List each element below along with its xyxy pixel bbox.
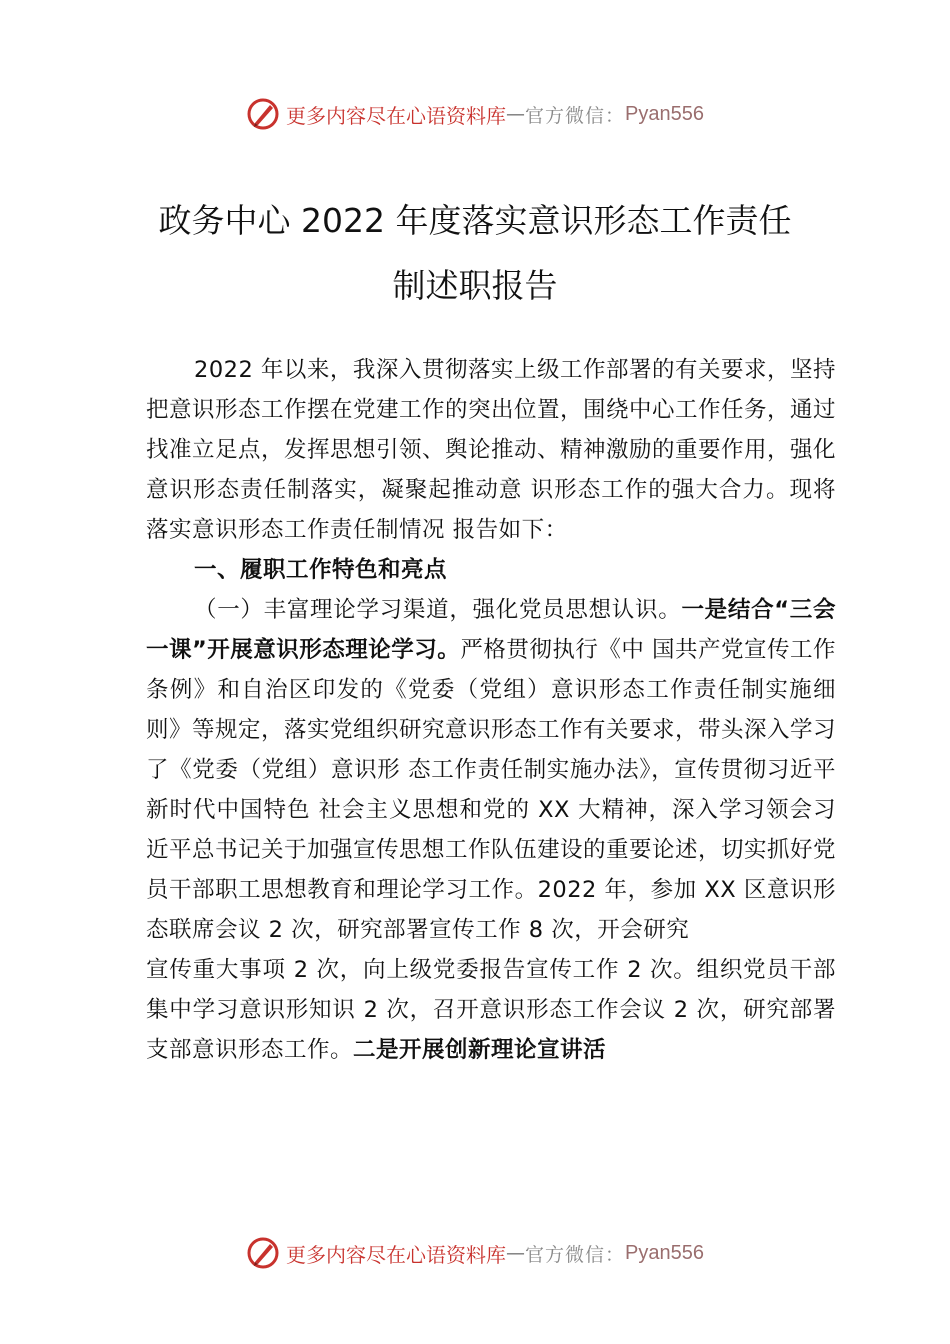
wechat-id: Pyan556 bbox=[625, 1241, 704, 1264]
wechat-label: 官方微信： bbox=[525, 1243, 626, 1266]
brand-text: 更多内容尽在心语资料库 bbox=[286, 103, 506, 128]
paragraph-text-2: 宣传重大事项 2 次，向上级党委报告宣传工作 2 次。组织党员干部集中学习意识形知识 2 次，召开意识形态工作会议 2 次，研究部署支部意识形态工作。 bbox=[146, 957, 836, 1063]
intro-paragraph: 2022 年以来，我深入贯彻落实上级工作部署的有关要求，坚持把意识形态工作摆在党建工作的突出位置，围绕中心工作任务，通过找准立足点，发挥思想引领、舆论推动、精神激励的重要作用，强化意识形态责任制落实，凝聚起推动意 识形态工作的强大合力。现将落实意识形态工作责任制情况 报告如下： bbox=[146, 357, 837, 543]
pen-logo-icon bbox=[246, 1236, 280, 1270]
bold-point-2: 二是开展创新理论宣讲活 bbox=[353, 1037, 607, 1063]
wechat-id: Pyan556 bbox=[625, 102, 704, 125]
document-title-line1: 政务中心 2022 年度落实意识形态工作责任 bbox=[158, 201, 792, 240]
continuation-paragraph bbox=[146, 950, 836, 1070]
bold-point-1: 一是结合“三会一课”开展意识形态理论学习。 bbox=[146, 597, 836, 663]
section-heading: 一、履职工作特色和亮点 bbox=[194, 557, 448, 583]
footer-banner bbox=[0, 1233, 950, 1273]
brand-text: 更多内容尽在心语资料库 bbox=[286, 1242, 506, 1267]
paragraph-text-1: 严格贯彻执行《中 国共产党宣传工作条例》和自治区印发的《党委（党组）意识形态工作责任制实施细则》等规定，落实党组织研究意识形态工作有关要求，带头深入学习了《党委（党组）意识形 态工作责任制实施办法》，宣传贯彻习近平新时代中国特色 社会主义思想和党的 XX 大精神，深入学习领会习近平总书记关于加强宣传思想工作队伍建设的重要论述，切实抓好党员干部职工思想教育和理论学习工作。2022 年，参加 XX 区意识形态联席会议 2 次，研究部署宣传工作 8 次，开会研究 bbox=[146, 637, 837, 943]
pen-logo-icon bbox=[246, 97, 280, 131]
banner-separator: — bbox=[506, 1242, 525, 1264]
subsection-paragraph bbox=[146, 590, 836, 950]
document-title-line2: 制述职报告 bbox=[392, 266, 558, 305]
subsection-lead: （一）丰富理论学习渠道，强化党员思想认识。 bbox=[194, 597, 682, 623]
banner-separator: — bbox=[506, 103, 525, 125]
header-banner bbox=[0, 94, 950, 134]
wechat-label: 官方微信： bbox=[525, 104, 626, 127]
document-body bbox=[146, 350, 836, 1070]
